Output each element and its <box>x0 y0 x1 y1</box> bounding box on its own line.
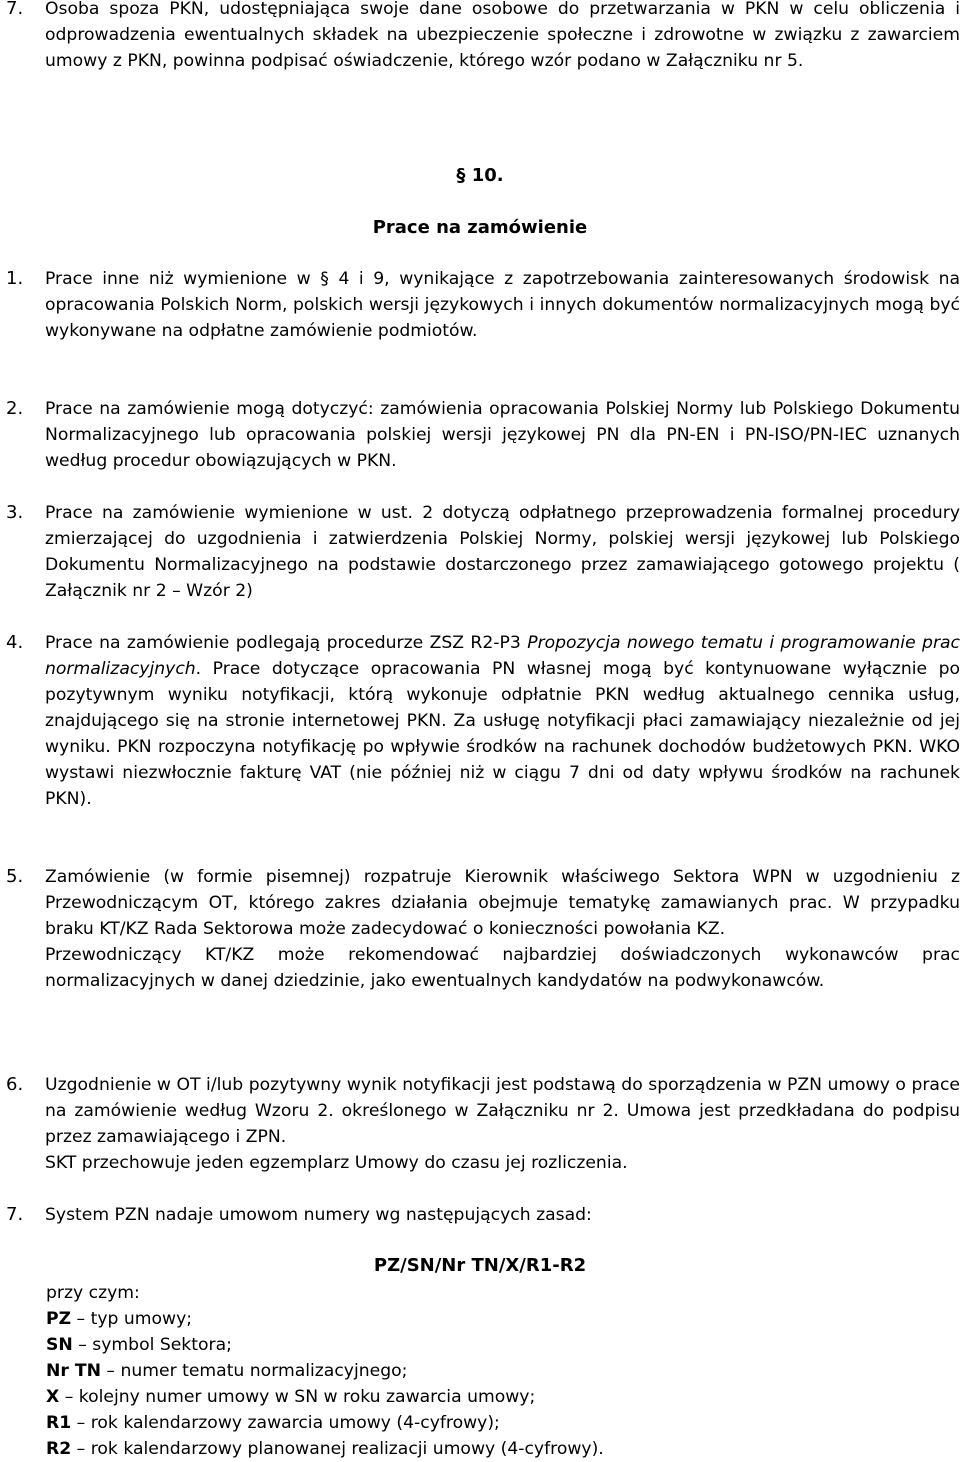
section-title: Prace na zamówienie <box>372 217 588 238</box>
section-number: § 10. <box>456 165 504 186</box>
legend-entry: SN – symbol Sektora; <box>46 1335 232 1355</box>
item-text: Prace na zamówienie podlegają procedurze ZSZ R2-P3 Propozycja nowego tematu i programowanie prac normalizacyjnych. Prace dotyczące opracowania PN własnej mogą być kontynuowane wyłącznie po pozytywnym wyniku notyfikacji, którą wykonuje odpłatnie PKN według aktualnego cennika usług, znajdującego się na stronie internetowej PKN. Za usługę notyfikacji płaci zamawiający niezależnie od jej wyniku. PKN rozpoczyna notyfikację po wpływie środków na rachunek dochodów budżetowych PKN. WKO wystawi niezwłocznie fakturę VAT (nie później niż w ciągu 7 dni od daty wpływu środków na rachunek PKN). <box>45 633 960 809</box>
item-number: 7. <box>6 1204 24 1225</box>
legend-entry: Nr TN – numer tematu normalizacyjnego; <box>46 1361 408 1381</box>
legend-entry: PZ – typ umowy; <box>46 1309 193 1329</box>
legend-entry: R1 – rok kalendarzowy zawarcia umowy (4-cyfrowy); <box>46 1413 500 1433</box>
item-text: Prace na zamówienie wymienione w ust. 2 dotyczą odpłatnego przeprowadzenia formalnej procedury zmierzającej do uzgodnienia i zatwierdzenia Polskiej Normy, polskiej wersji językowej lub Polskiego Dokumentu Normalizacyjnego na podstawie dostarczonego przez zamawiającego gotowego projektu ( Załącznik nr 2 – Wzór 2) <box>45 503 960 601</box>
formula-legend <box>46 1280 604 1462</box>
legend-entry: X – kolejny numer umowy w SN w roku zawarcia umowy; <box>46 1387 536 1407</box>
item-number: 1. <box>6 268 24 289</box>
legend-entry: R2 – rok kalendarzowy planowanej realizacji umowy (4-cyfrowy). <box>46 1439 604 1459</box>
item-number: 5. <box>6 866 24 887</box>
item-number: 6. <box>6 1074 24 1095</box>
item-text: Prace inne niż wymienione w § 4 i 9, wynikające z zapotrzebowania zainteresowanych środowisk na opracowania Polskich Norm, polskich wersji językowych i innych dokumentów normalizacyjnych mogą być wykonywane na odpłatne zamówienie podmiotów. <box>45 269 960 341</box>
procedure-title: Propozycja nowego tematu i programowanie prac normalizacyjnych <box>45 633 960 679</box>
item-text: System PZN nadaje umowom numery wg następujących zasad: <box>45 1205 592 1225</box>
legend-intro: przy czym: <box>46 1283 140 1303</box>
item-text: Prace na zamówienie mogą dotyczyć: zamówienia opracowania Polskiej Normy lub Polskiego Dokumentu Normalizacyjnego lub opracowania polskiej wersji językowej PN dla PN-EN i PN-ISO/PN-IEC uznanych według procedur obowiązujących w PKN. <box>45 399 960 471</box>
item-number: 4. <box>6 632 24 653</box>
item-number: 2. <box>6 398 24 419</box>
item-text: Osoba spoza PKN, udostępniająca swoje dane osobowe do przetwarzania w PKN w celu obliczenia i odprowadzenia ewentualnych składek na ubezpieczenie społeczne i zdrowotne w związku z zawarciem umowy z PKN, powinna podpisać oświadczenie, którego wzór podano w Załączniku nr 5. <box>45 0 960 71</box>
item-number: 7. <box>6 0 24 19</box>
item-number: 3. <box>6 502 24 523</box>
item-text: Uzgodnienie w OT i/lub pozytywny wynik notyfikacji jest podstawą do sporządzenia w PZN umowy o prace na zamówienie według Wzoru 2. określonego w Załączniku nr 2. Umowa jest przedkładana do podpisu przez zamawiającego i ZPN. SKT przechowuje jeden egzemplarz Umowy do czasu jej rozliczenia. <box>45 1075 960 1173</box>
item-text: Zamówienie (w formie pisemnej) rozpatruje Kierownik właściwego Sektora WPN w uzgodnieniu z Przewodniczącym OT, którego zakres działania obejmuje tematykę zamawianych prac. W przypadku braku KT/KZ Rada Sektorowa może zadecydować o konieczności powołania KZ. Przewodniczący KT/KZ może rekomendować najbardziej doświadczonych wykonawców prac normalizacyjnych w danej dziedzinie, jako ewentualnych kandydatów na podwykonawców. <box>45 867 960 991</box>
number-format-formula: PZ/SN/Nr TN/X/R1-R2 <box>373 1255 587 1276</box>
